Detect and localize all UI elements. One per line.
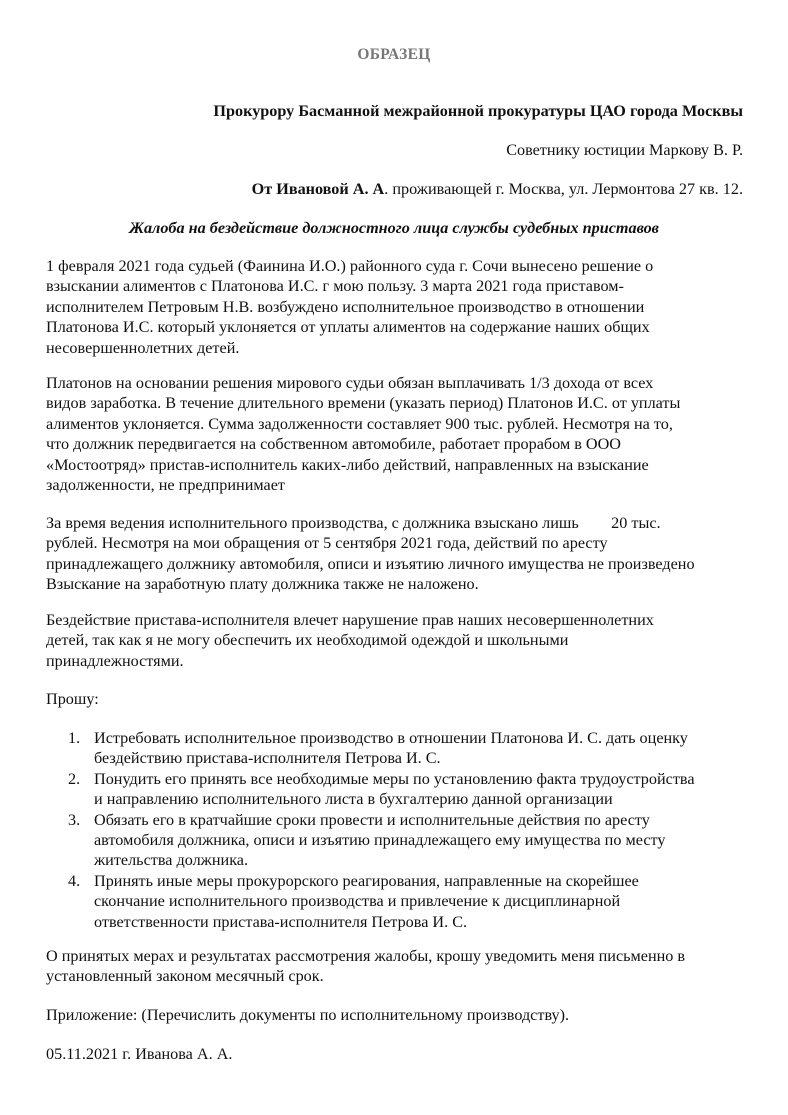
text-line: бездействию пристава-исполнителя Петрова И. С. <box>94 749 441 768</box>
sender-name: От Ивановой А. А <box>251 180 385 198</box>
text-line: О принятых мерах и результатах рассмотрения жалобы, крошу уведомить меня письменно в <box>46 947 686 965</box>
text-line: автомобиля должника, описи и изъятию принадлежащего ему имущества по месту <box>94 831 666 850</box>
paragraph-1 <box>46 256 756 358</box>
text-line: жительства должника. <box>94 851 249 870</box>
text-line: и направлению исполнительного листа в бухгалтерию данной организации <box>94 790 613 809</box>
document-title: Жалоба на бездействие должностного лица службы судебных приставов <box>129 219 659 237</box>
text-line: ответственности пристава-исполнителя Петрова И. С. <box>94 912 468 931</box>
list-number: 2. <box>68 769 81 788</box>
text-line: алиментов уклоняется. Сумма задолженности составляет 900 тыс. рублей. Несмотря на то, <box>46 414 673 433</box>
paragraph-4 <box>46 610 756 671</box>
text-line: Платонов на основании решения мирового судьи обязан выплачивать 1/3 дохода от всех <box>46 374 654 392</box>
sender-line <box>252 179 743 199</box>
text-line: задолженности, не предпринимает <box>46 476 285 495</box>
list-item <box>46 769 756 810</box>
attachment-line: Приложение: (Перечислить документы по исполнительному производству). <box>46 1006 570 1024</box>
watermark: ОБРАЗЕЦ <box>357 46 431 63</box>
text-line: принадлежащего должнику автомобиля, описи и изъятию личного имущества не произведено <box>46 554 695 573</box>
text-line: 1 февраля 2021 года судьей (Фаинина И.О.) районного суда г. Сочи вынесено решение о <box>46 257 654 275</box>
text-line: взыскании алиментов с Платонова И.С. г мою пользу. 3 марта 2021 года приставом- <box>46 277 624 296</box>
text-line: За время ведения исполнительного производства, с должника взыскано лишь 20 тыс. <box>46 514 661 532</box>
text-line: Обязать его в кратчайшие сроки провести и исполнительные действия по аресту <box>94 810 650 829</box>
text-line: Бездействие пристава-исполнителя влечет нарушение прав наших несовершеннолетних <box>46 611 654 629</box>
text-line: Платонова И.С. который уклоняется от уплаты алиментов на содержание наших общих <box>46 318 650 337</box>
list-number: 3. <box>68 810 81 829</box>
text-line: «Мостоотряд» пристав-исполнитель каких-либо действий, направленных на взыскание <box>46 455 649 474</box>
addressee: Прокурору Басманной межрайонной прокуратуры ЦАО города Москвы <box>213 102 743 120</box>
list-number: 4. <box>68 871 81 890</box>
text-line: Истребовать исполнительное производство в отношении Платонова И. С. дать оценку <box>94 729 688 747</box>
closing-paragraph <box>46 946 756 987</box>
sender-address: . проживающей г. Москва, ул. Лермонтова 27 кв. 12. <box>384 180 743 198</box>
text-line: Понудить его принять все необходимые меры по установлению факта трудоустройства <box>94 769 695 788</box>
paragraph-2 <box>46 373 756 495</box>
text-line: установленный законом месячный срок. <box>46 967 324 986</box>
addressee-rank: Советнику юстиции Маркову В. Р. <box>506 141 743 159</box>
signature-line: 05.11.2021 г. Иванова А. А. <box>46 1045 233 1063</box>
list-item <box>46 810 756 871</box>
list-number: 1. <box>68 729 81 747</box>
text-line: что должник передвигается на собственном автомобиле, работает прорабом в ООО <box>46 435 621 454</box>
text-line: видов заработка. В течение длительного времени (указать период) Платонов И.С. от уплаты <box>46 394 681 413</box>
list-item <box>46 871 756 932</box>
request-label: Прошу: <box>46 690 99 708</box>
text-line: исполнителем Петровым Н.В. возбуждено исполнительное производство в отношении <box>46 297 645 316</box>
text-line: несовершеннолетних детей. <box>46 338 240 357</box>
text-line: Принять иные меры прокурорского реагирования, направленные на скорейшее <box>94 871 639 890</box>
paragraph-3 <box>46 513 756 595</box>
text-line: принадлежностями. <box>46 651 184 670</box>
text-line: детей, так как я не могу обеспечить их необходимой одеждой и школьными <box>46 631 569 650</box>
text-line: скончание исполнительного производства и привлечение к дисциплинарной <box>94 892 621 911</box>
text-line: Взыскание на заработную плату должника также не наложено. <box>46 575 479 594</box>
text-line: рублей. Несмотря на мои обращения от 5 сентября 2021 года, действий по аресту <box>46 534 608 553</box>
request-list <box>46 728 756 932</box>
list-item <box>46 728 756 769</box>
